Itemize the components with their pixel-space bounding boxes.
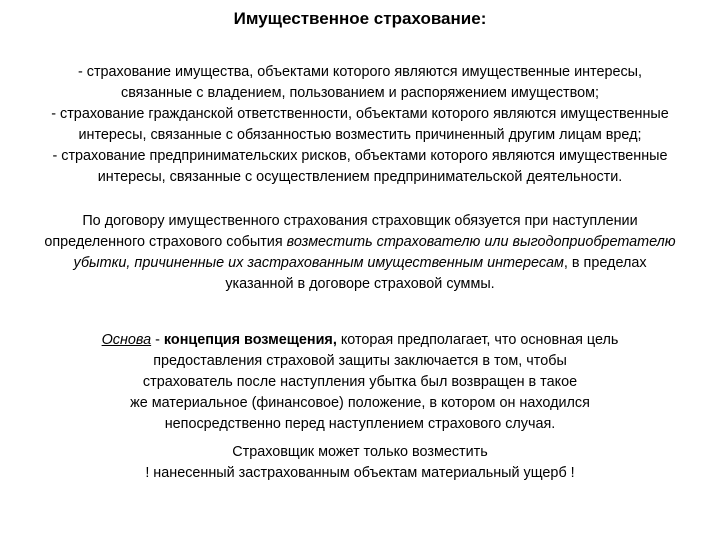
list-item-line: интересы, связанные с обязанностью возместить причиненный другим лицам вред; — [78, 127, 642, 143]
text-plain: которая предполагает, что основная цель — [336, 332, 619, 348]
contract-paragraph — [0, 211, 720, 295]
list-item-line: интересы, связанные с осуществлением предпринимательской деятельности. — [97, 169, 623, 185]
paragraph-line: указанной в договоре страховой суммы. — [225, 276, 495, 292]
conclusion — [0, 442, 720, 484]
slide-title: Имущественное страхование: — [233, 9, 487, 28]
concept-term: концепция возмещения, — [163, 332, 337, 348]
paragraph-line — [0, 253, 720, 274]
paragraph-line: непосредственно перед наступлением страхового случая. — [164, 416, 556, 432]
list-item-line: - страхование имущества, объектами которого являются имущественные интересы, — [77, 64, 643, 80]
text-plain: , в пределах — [563, 255, 647, 271]
list-item-line: связанные с владением, пользованием и распоряжением имуществом; — [121, 85, 599, 101]
insurance-types-list — [0, 62, 720, 188]
text-plain: определенного страхового события — [44, 234, 287, 250]
basis-paragraph — [0, 330, 720, 435]
list-item-line: - страхование предпринимательских рисков, объектами которого являются имущественные — [52, 148, 668, 164]
paragraph-line: ! нанесенный застрахованным объектам материальный ущерб ! — [145, 465, 575, 481]
paragraph-line — [0, 232, 720, 253]
paragraph-line: же материальное (финансовое) положение, в котором он находился — [130, 395, 590, 411]
paragraph-line — [0, 330, 720, 351]
basis-label: Основа — [101, 332, 152, 348]
text-italic: возместить страхователю или выгодоприобретателю — [286, 234, 676, 250]
paragraph-line: страхователь после наступления убытка был возвращен в такое — [142, 374, 578, 390]
text-plain: - — [151, 332, 164, 348]
paragraph-line: По договору имущественного страхования страховщик обязуется при наступлении — [82, 213, 638, 229]
list-item-line: - страхование гражданской ответственности, объектами которого являются имущественные — [51, 106, 669, 122]
paragraph-line: Страховщик может только возместить — [232, 444, 488, 460]
paragraph-line: предоставления страховой защиты заключается в том, чтобы — [153, 353, 567, 369]
text-italic: убытки, причиненные их застрахованным имущественным интересам — [73, 255, 564, 271]
